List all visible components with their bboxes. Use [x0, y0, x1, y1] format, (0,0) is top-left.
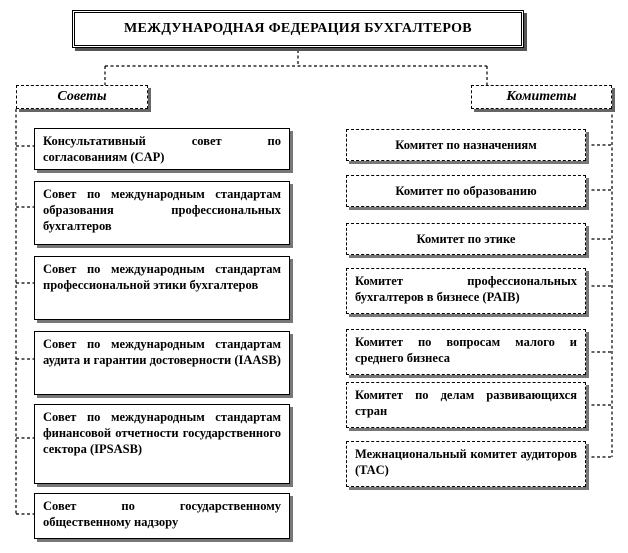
committee-ethics: Комитет по этике — [346, 223, 586, 255]
committee-tac: Межнациональный комитет аудиторов (TAC) — [346, 441, 586, 487]
page-title: МЕЖДУНАРОДНАЯ ФЕДЕРАЦИЯ БУХГАЛТЕРОВ — [124, 21, 472, 36]
councils-header: Советы — [16, 85, 148, 109]
committee-nominations: Комитет по назначениям — [346, 129, 586, 161]
committees-header: Комитеты — [471, 85, 612, 109]
committee-education: Комитет по образованию — [346, 175, 586, 207]
council-education-standards: Совет по международным стандартам образования профессиональных бухгалтеров — [34, 181, 290, 245]
council-cap: Консультативный совет по согласованиям (CAP) — [34, 128, 290, 170]
council-public-oversight: Совет по государственному общественному надзору — [34, 493, 290, 539]
council-iaasb: Совет по международным стандартам аудита и гарантии достоверности (IAASB) — [34, 331, 290, 395]
committee-smp: Комитет по вопросам малого и среднего бизнеса — [346, 329, 586, 375]
council-ipsasb: Совет по международным стандартам финансовой отчетности государственного сектора (IPSASB) — [34, 404, 290, 484]
title-box — [72, 10, 524, 48]
committee-paib: Комитет профессиональных бухгалтеров в бизнесе (PAIB) — [346, 268, 586, 314]
council-ethics-standards: Совет по международным стандартам профессиональной этики бухгалтеров — [34, 256, 290, 320]
committee-developing-nations: Комитет по делам развивающихся стран — [346, 382, 586, 428]
